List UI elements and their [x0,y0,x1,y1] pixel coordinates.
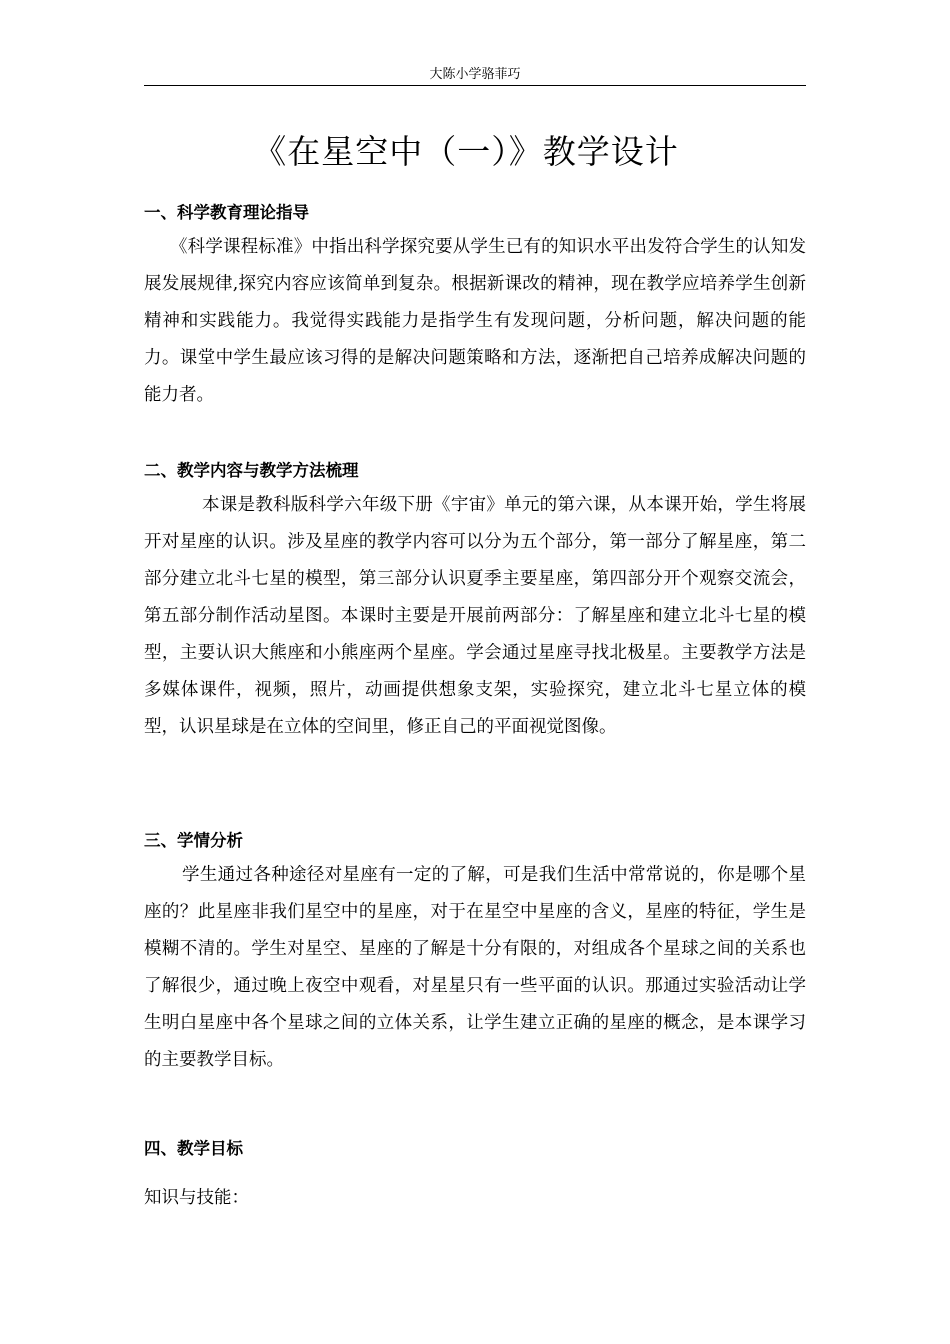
section-paragraph-student-analysis: 学生通过各种途径对星座有一定的了解，可是我们生活中常常说的，你是哪个星座的？此星座非我们星空中的星座，对于在星空中星座的含义，星座的特征，学生是模糊不清的。学生对星空、星座的了解是十分有限的，对组成各个星球之间的关系也了解很少，通过晚上夜空中观看，对星星只有一些平面的认识。那通过实验活动让学生明白星座中各个星球之间的立体关系，让学生建立正确的星座的概念，是本课学习的主要教学目标。 [144,865,806,1070]
section-paragraph-content-methods: 本课是教科版科学六年级下册《宇宙》单元的第六课，从本课开始，学生将展开对星座的认识。涉及星座的教学内容可以分为五个部分，第一部分了解星座，第二部分建立北斗七星的模型，第三部分认识夏季主要星座，第四部分开个观察交流会，第五部分制作活动星图。本课时主要是开展前两部分：了解星座和建立北斗七星的模型，主要认识大熊座和小熊座两个星座。学会通过星座寻找北极星。主要教学方法是多媒体课件，视频，照片，动画提供想象支架，实验探究，建立北斗七星立体的模型，认识星球是在立体的空间里，修正自己的平面视觉图像。 [144,495,806,737]
section-heading-theory: 一、科学教育理论指导 [144,203,309,222]
page-header-author: 大陈小学骆菲巧 [429,67,521,82]
section-heading-content-methods: 二、教学内容与教学方法梳理 [144,461,359,480]
section-paragraph-theory: 《科学课程标准》中指出科学探究要从学生已有的知识水平出发符合学生的认知发展发展规律,探究内容应该简单到复杂。根据新课改的精神，现在教学应培养学生创新精神和实践能力。我觉得实践能力是指学生有发现问题，分析问题，解决问题的能力。课堂中学生最应该习得的是解决问题策略和方法，逐渐把自己培养成解决问题的能力者。 [144,237,806,405]
subheading-knowledge-skills: 知识与技能： [144,1188,249,1208]
document-title: 《在星空中（一）》教学设计 [253,132,679,171]
section-heading-student-analysis: 三、学情分析 [144,831,243,850]
header-divider [144,85,806,86]
section-heading-teaching-goals: 四、教学目标 [144,1139,243,1158]
